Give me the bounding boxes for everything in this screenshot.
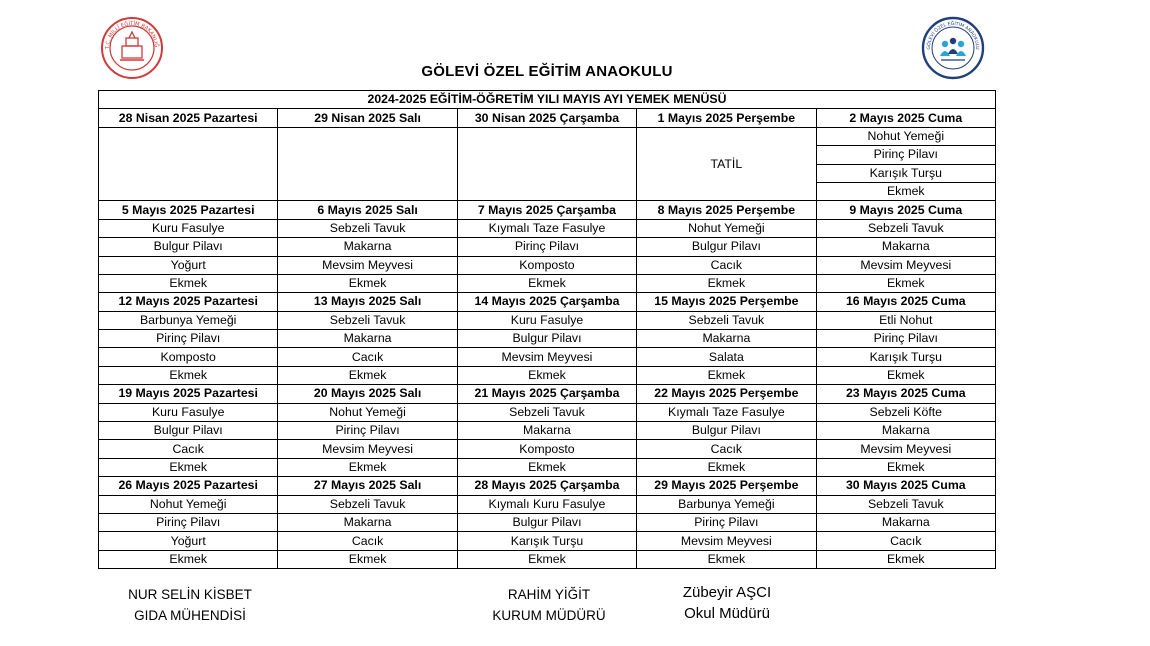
day-header-row	[99, 201, 996, 219]
meal-cell: Bulgur Pilavı	[457, 330, 636, 348]
meal-cell: Ekmek	[816, 182, 995, 200]
meal-cell: Cacık	[816, 532, 995, 550]
meal-cell: Cacık	[278, 348, 457, 366]
signature-name: RAHİM YİĞİT	[507, 587, 591, 602]
meal-row	[99, 550, 996, 568]
meal-cell: Makarna	[278, 330, 457, 348]
meal-cell: Makarna	[278, 238, 457, 256]
meal-cell: Etli Nohut	[816, 311, 995, 329]
day-header: 30 Mayıs 2025 Cuma	[816, 477, 995, 495]
meal-cell: Komposto	[457, 440, 636, 458]
meal-cell: Ekmek	[637, 274, 816, 292]
signature-institution-director	[464, 584, 634, 626]
signature-name: NUR SELİN KİSBET	[128, 587, 252, 602]
meal-row	[99, 440, 996, 458]
meal-cell: Sebzeli Köfte	[816, 403, 995, 421]
meal-cell: Bulgur Pilavı	[99, 422, 278, 440]
meal-row	[99, 513, 996, 531]
meal-cell: Makarna	[457, 422, 636, 440]
meal-cell: Komposto	[457, 256, 636, 274]
meal-cell: Pirinç Pilavı	[99, 513, 278, 531]
empty-cell	[99, 127, 278, 201]
meal-cell: Makarna	[816, 513, 995, 531]
meal-cell: Nohut Yemeği	[99, 495, 278, 513]
meal-cell: Pirinç Pilavı	[816, 146, 995, 164]
meal-cell: Ekmek	[457, 550, 636, 568]
day-header: 28 Nisan 2025 Pazartesi	[99, 109, 278, 127]
day-header: 7 Mayıs 2025 Çarşamba	[457, 201, 636, 219]
day-header-row	[99, 477, 996, 495]
day-header: 9 Mayıs 2025 Cuma	[816, 201, 995, 219]
day-header: 28 Mayıs 2025 Çarşamba	[457, 477, 636, 495]
meal-row	[99, 366, 996, 384]
meal-cell: Ekmek	[457, 274, 636, 292]
meal-cell: Ekmek	[637, 366, 816, 384]
meal-row	[99, 238, 996, 256]
meal-cell: Ekmek	[278, 274, 457, 292]
meal-cell: Kıymalı Taze Fasulye	[457, 219, 636, 237]
meal-cell: Mevsim Meyvesi	[637, 532, 816, 550]
meal-row	[99, 311, 996, 329]
day-header-row	[99, 385, 996, 403]
meal-cell: Cacık	[637, 256, 816, 274]
meal-row	[99, 495, 996, 513]
meal-cell: Ekmek	[457, 458, 636, 476]
menu-title: 2024-2025 EĞİTİM-ÖĞRETİM YILI MAYIS AYI YEMEK MENÜSÜ	[99, 91, 996, 109]
meal-cell: Makarna	[637, 330, 816, 348]
menu-caption-row	[99, 91, 996, 109]
meal-row	[99, 403, 996, 421]
meal-cell: Ekmek	[278, 550, 457, 568]
meal-row	[99, 532, 996, 550]
meal-cell: Nohut Yemeği	[278, 403, 457, 421]
meal-cell: Karışık Turşu	[816, 164, 995, 182]
signature-title: KURUM MÜDÜRÜ	[492, 608, 606, 623]
svg-text:GÖLEVİ ÖZEL EĞİTİM ANAOKULU: GÖLEVİ ÖZEL EĞİTİM ANAOKULU	[926, 21, 980, 50]
day-header: 1 Mayıs 2025 Perşembe	[637, 109, 816, 127]
meal-cell: Mevsim Meyvesi	[278, 256, 457, 274]
meal-cell: Ekmek	[99, 458, 278, 476]
meal-cell: Karışık Turşu	[816, 348, 995, 366]
meal-cell: Kıymalı Taze Fasulye	[637, 403, 816, 421]
meal-cell: Nohut Yemeği	[816, 127, 995, 145]
meal-cell: Salata	[637, 348, 816, 366]
empty-cell	[278, 127, 457, 201]
meal-menu-table	[98, 90, 996, 569]
day-header: 2 Mayıs 2025 Cuma	[816, 109, 995, 127]
signature-title: Okul Müdürü	[684, 605, 770, 622]
meal-cell: Makarna	[278, 513, 457, 531]
meal-cell: Ekmek	[816, 274, 995, 292]
meal-cell: Mevsim Meyvesi	[457, 348, 636, 366]
meal-row	[99, 422, 996, 440]
day-header: 8 Mayıs 2025 Perşembe	[637, 201, 816, 219]
meal-cell: Kuru Fasulye	[99, 219, 278, 237]
day-header: 14 Mayıs 2025 Çarşamba	[457, 293, 636, 311]
day-header: 20 Mayıs 2025 Salı	[278, 385, 457, 403]
meal-cell: Ekmek	[457, 366, 636, 384]
signature-dietitian	[100, 584, 280, 626]
meal-cell: Ekmek	[637, 458, 816, 476]
meal-cell: Pirinç Pilavı	[278, 422, 457, 440]
meal-cell: Cacık	[99, 440, 278, 458]
meal-cell: Ekmek	[99, 550, 278, 568]
meal-row	[99, 458, 996, 476]
meal-cell: Bulgur Pilavı	[637, 422, 816, 440]
day-header: 27 Mayıs 2025 Salı	[278, 477, 457, 495]
meal-row	[99, 127, 996, 145]
day-header: 6 Mayıs 2025 Salı	[278, 201, 457, 219]
meal-cell: Ekmek	[278, 458, 457, 476]
meal-cell: Yoğurt	[99, 532, 278, 550]
meal-cell: Pirinç Pilavı	[457, 238, 636, 256]
meal-cell: Ekmek	[637, 550, 816, 568]
meal-cell: Mevsim Meyvesi	[816, 440, 995, 458]
meal-cell: Sebzeli Tavuk	[278, 219, 457, 237]
day-header: 29 Mayıs 2025 Perşembe	[637, 477, 816, 495]
meal-cell: Mevsim Meyvesi	[278, 440, 457, 458]
signature-school-principal	[652, 582, 802, 624]
day-header: 30 Nisan 2025 Çarşamba	[457, 109, 636, 127]
meal-cell: Pirinç Pilavı	[637, 513, 816, 531]
meal-cell: Kuru Fasulye	[457, 311, 636, 329]
day-header: 12 Mayıs 2025 Pazartesi	[99, 293, 278, 311]
meal-cell: Kıymalı Kuru Fasulye	[457, 495, 636, 513]
signature-title: GIDA MÜHENDİSİ	[134, 608, 246, 623]
day-header: 23 Mayıs 2025 Cuma	[816, 385, 995, 403]
meal-cell: Pirinç Pilavı	[99, 330, 278, 348]
meal-cell: Bulgur Pilavı	[99, 238, 278, 256]
meal-cell: Mevsim Meyvesi	[816, 256, 995, 274]
day-header-row	[99, 109, 996, 127]
signature-name: Zübeyir AŞCI	[682, 584, 772, 601]
meal-cell: Barbunya Yemeği	[637, 495, 816, 513]
day-header: 21 Mayıs 2025 Çarşamba	[457, 385, 636, 403]
day-header: 15 Mayıs 2025 Perşembe	[637, 293, 816, 311]
meal-cell: Barbunya Yemeği	[99, 311, 278, 329]
meal-cell: Karışık Turşu	[457, 532, 636, 550]
day-header: 26 Mayıs 2025 Pazartesi	[99, 477, 278, 495]
meal-row	[99, 348, 996, 366]
meal-cell: Makarna	[816, 238, 995, 256]
meal-cell: Sebzeli Tavuk	[816, 219, 995, 237]
day-header: 13 Mayıs 2025 Salı	[278, 293, 457, 311]
meal-cell: Nohut Yemeği	[637, 219, 816, 237]
meal-cell: Ekmek	[99, 274, 278, 292]
meal-cell: Bulgur Pilavı	[637, 238, 816, 256]
day-header: 22 Mayıs 2025 Perşembe	[637, 385, 816, 403]
meal-cell: Sebzeli Tavuk	[278, 495, 457, 513]
svg-text:T.C. MİLLÎ EĞİTİM BAKANLIĞI: T.C. MİLLÎ EĞİTİM BAKANLIĞ	[104, 20, 160, 50]
day-header-row	[99, 293, 996, 311]
meal-row	[99, 256, 996, 274]
meal-cell: Ekmek	[278, 366, 457, 384]
day-header: 5 Mayıs 2025 Pazartesi	[99, 201, 278, 219]
meal-cell: Makarna	[816, 422, 995, 440]
empty-cell	[457, 127, 636, 201]
meal-row	[99, 274, 996, 292]
day-header: 16 Mayıs 2025 Cuma	[816, 293, 995, 311]
holiday-cell: TATİL	[637, 127, 816, 201]
day-header: 19 Mayıs 2025 Pazartesi	[99, 385, 278, 403]
day-header: 29 Nisan 2025 Salı	[278, 109, 457, 127]
meal-cell: Sebzeli Tavuk	[637, 311, 816, 329]
school-title: GÖLEVİ ÖZEL EĞİTİM ANAOKULU	[421, 63, 673, 80]
meal-cell: Ekmek	[99, 366, 278, 384]
meal-cell: Ekmek	[816, 458, 995, 476]
meal-cell: Cacık	[637, 440, 816, 458]
meal-cell: Bulgur Pilavı	[457, 513, 636, 531]
meal-cell: Ekmek	[816, 366, 995, 384]
meal-cell: Yoğurt	[99, 256, 278, 274]
meal-cell: Pirinç Pilavı	[816, 330, 995, 348]
meal-row	[99, 219, 996, 237]
meal-cell: Cacık	[278, 532, 457, 550]
meal-cell: Sebzeli Tavuk	[816, 495, 995, 513]
meal-cell: Ekmek	[816, 550, 995, 568]
meal-row	[99, 330, 996, 348]
meal-cell: Sebzeli Tavuk	[278, 311, 457, 329]
meal-cell: Komposto	[99, 348, 278, 366]
meal-cell: Kuru Fasulye	[99, 403, 278, 421]
meal-cell: Sebzeli Tavuk	[457, 403, 636, 421]
